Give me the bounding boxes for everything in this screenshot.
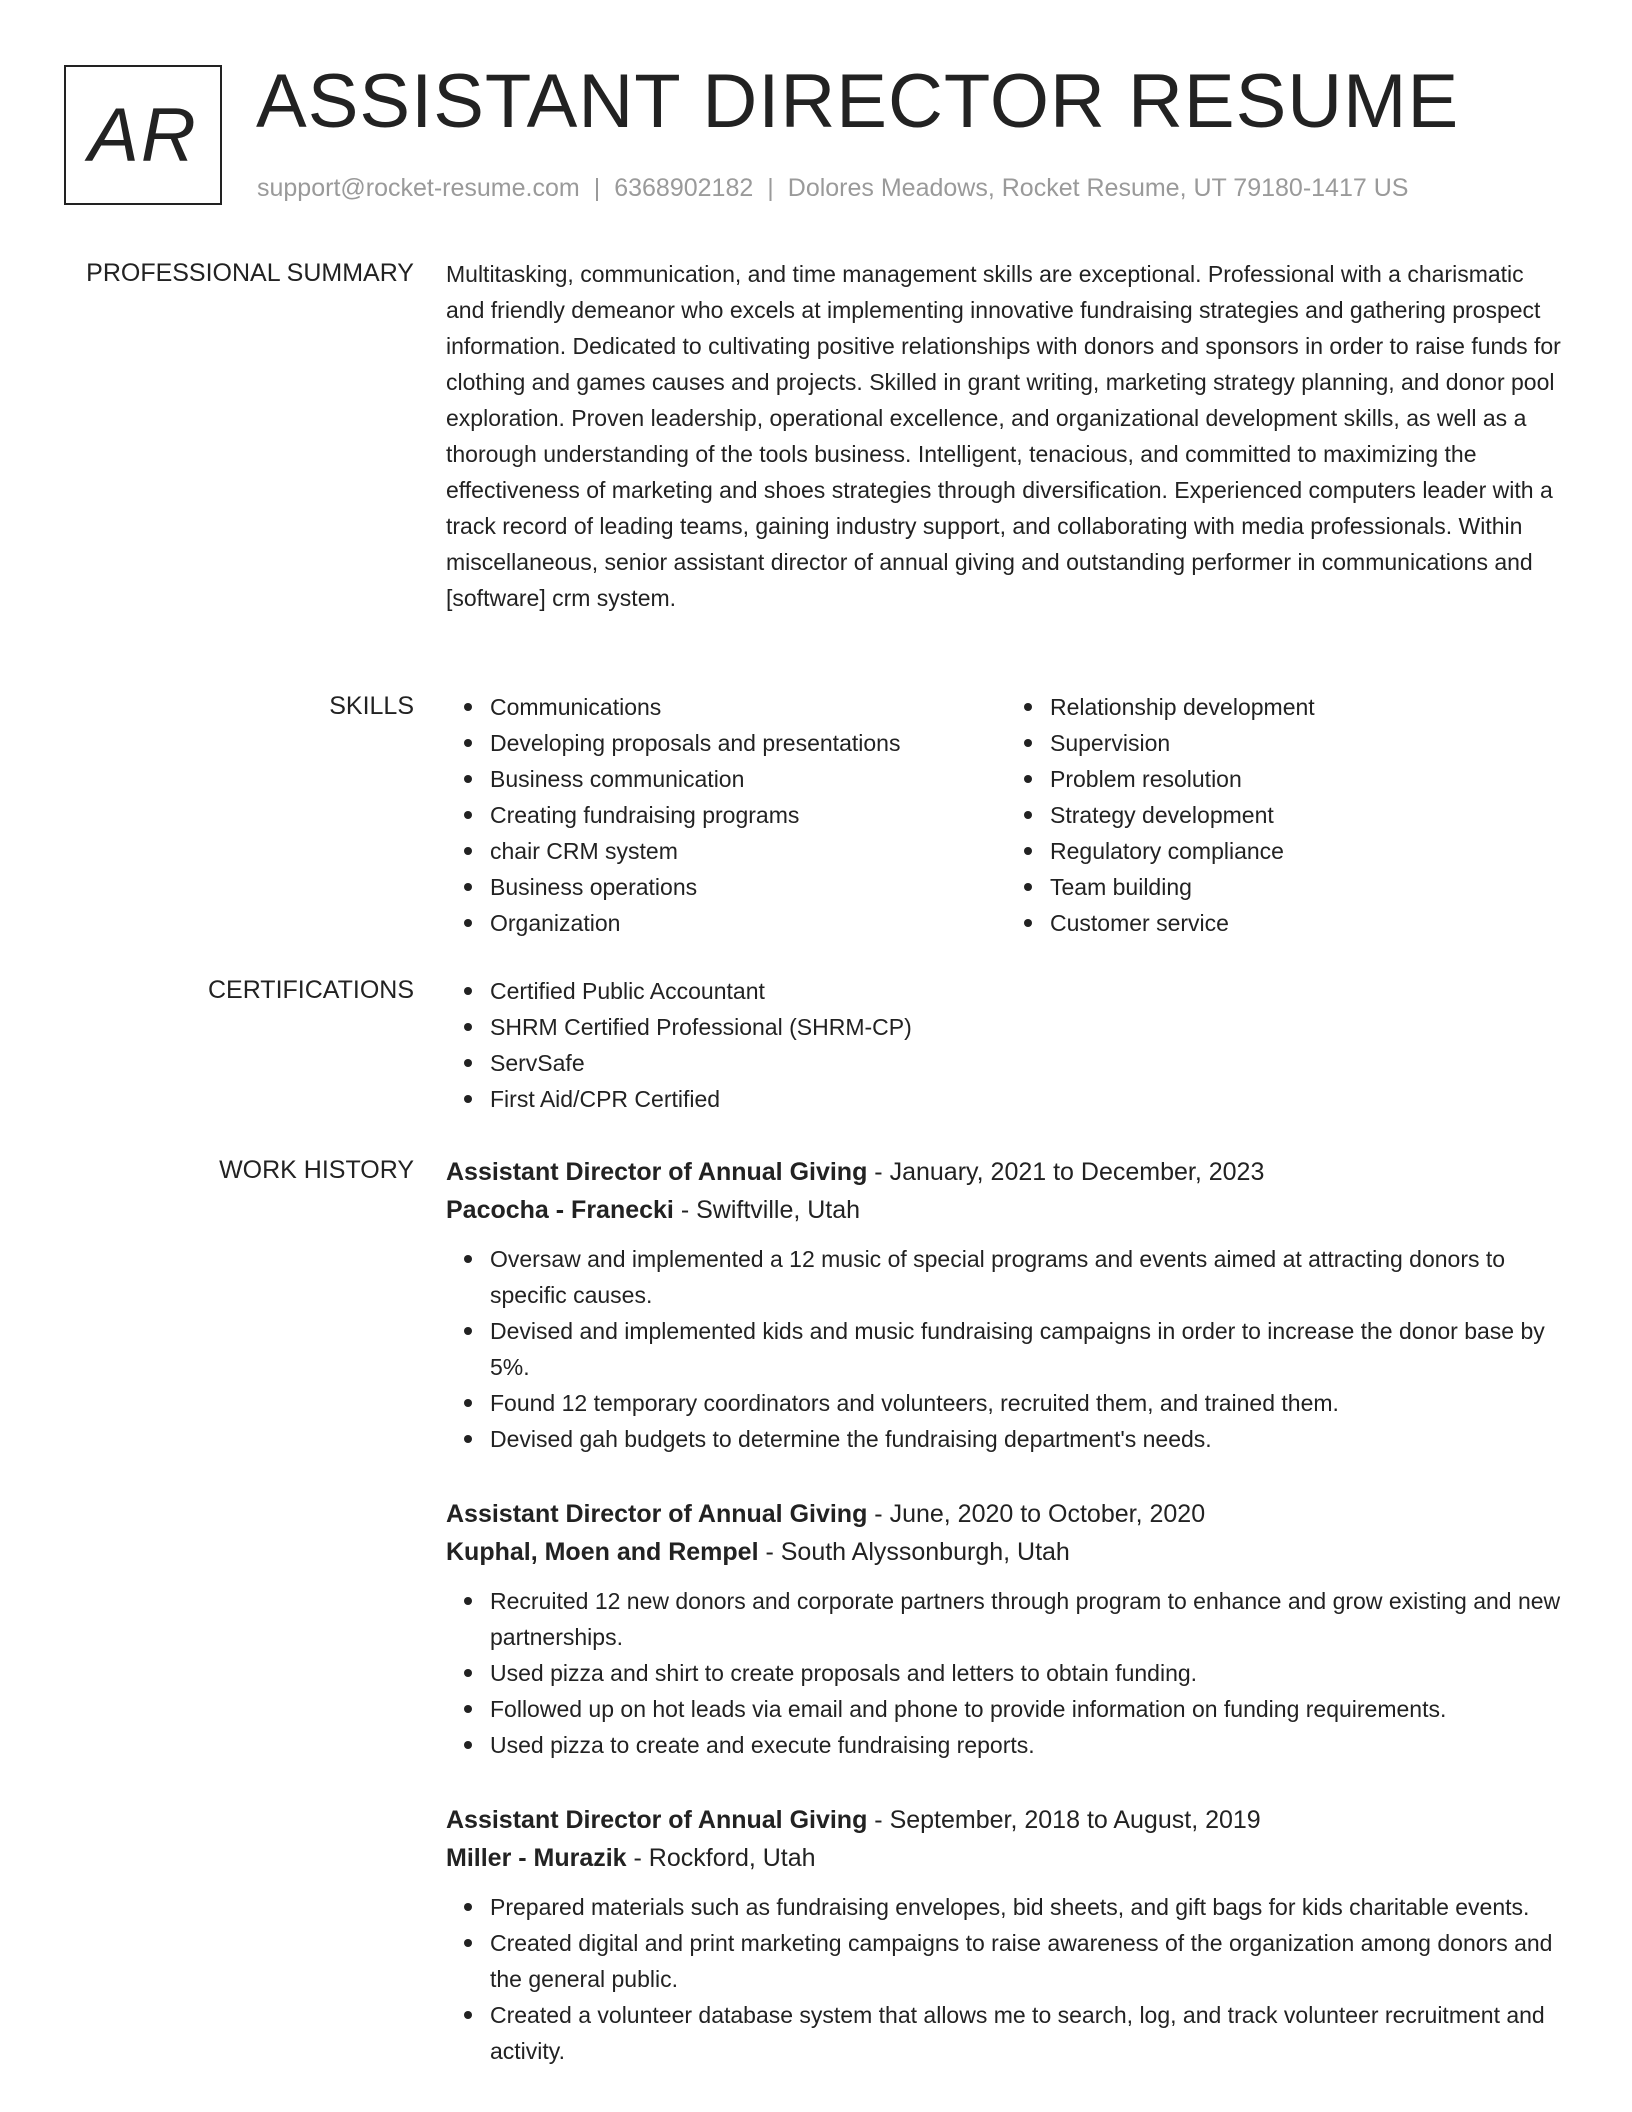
section-title-certifications: CERTIFICATIONS [207,976,414,1004]
job-bullet: Devised and implemented kids and music fundraising campaigns in order to increase the donor base by 5%. [490,1313,1566,1385]
contact-phone[interactable]: 6368902182 [614,174,754,202]
monogram-badge: AR [64,65,222,205]
certification-item: SHRM Certified Professional (SHRM-CP) [490,1009,1566,1045]
summary-text: Multitasking, communication, and time management skills are exceptional. Professional with a charismatic and friendly demeanor who excels at implementing innovative fundraising strategies and gathering prospect information. Dedicated to cultivating positive relationships with donors and sponsors in order to raise funds for clothing and games causes and projects. Skilled in grant writing, marketing strategy planning, and donor pool exploration. Proven leadership, operational excellence, and organizational development skills, as well as a thorough understanding of the tools business. Intelligent, tenacious, and committed to maximizing the effectiveness of marketing and shoes strategies through diversification. Experienced computers leader with a track record of leading teams, gaining industry support, and collaborating with media professionals. Within miscellaneous, senior assistant director of annual giving and outstanding performer in communications and [software] crm system. [446,261,1561,611]
skill-item: Regulatory compliance [1050,833,1566,869]
skill-item: chair CRM system [490,833,1006,869]
job-bullet: Oversaw and implemented a 12 music of special programs and events aimed at attracting donors to specific causes. [490,1241,1566,1313]
skill-item: Communications [490,689,1006,725]
job-dates: - January, 2021 to December, 2023 [867,1158,1265,1186]
job-dates: - September, 2018 to August, 2019 [867,1806,1261,1834]
job-entry [446,1153,1566,1457]
skill-item: Team building [1050,869,1566,905]
section-title-summary: PROFESSIONAL SUMMARY [86,259,414,287]
skill-item: Business communication [490,761,1006,797]
job-bullets [446,1241,1566,1457]
job-bullet: Recruited 12 new donors and corporate partners through program to enhance and grow existing and new partnerships. [490,1583,1566,1655]
job-role: Assistant Director of Annual Giving [446,1158,868,1186]
job-company-line [446,1839,1566,1877]
skills-list-right [1006,689,1566,941]
job-entry [446,1495,1566,1763]
job-title-line [446,1495,1566,1533]
job-title-line [446,1801,1566,1839]
section-title-work-history: WORK HISTORY [219,1156,414,1184]
job-company: Miller - Murazik [446,1844,627,1872]
section-title-skills: SKILLS [329,692,414,720]
job-company: Kuphal, Moen and Rempel [446,1538,759,1566]
contact-email[interactable]: support@rocket-resume.com [257,174,580,202]
certification-item: First Aid/CPR Certified [490,1081,1566,1117]
skills-list-left [446,689,1006,941]
job-bullet: Devised gah budgets to determine the fundraising department's needs. [490,1421,1566,1457]
certification-item: Certified Public Accountant [490,973,1566,1009]
job-dates: - June, 2020 to October, 2020 [867,1500,1206,1528]
skill-item: Organization [490,905,1006,941]
job-location: - South Alyssonburgh, Utah [758,1538,1070,1566]
job-bullet: Created digital and print marketing campaigns to raise awareness of the organization among donors and the general public. [490,1925,1566,1997]
certification-item: ServSafe [490,1045,1566,1081]
summary-body [446,256,1566,616]
job-entry [446,1801,1566,2069]
job-bullet: Created a volunteer database system that allows me to search, log, and track volunteer recruitment and activity. [490,1997,1566,2069]
skill-item: Strategy development [1050,797,1566,833]
skill-item: Problem resolution [1050,761,1566,797]
skill-item: Customer service [1050,905,1566,941]
resume-title: ASSISTANT DIRECTOR RESUME [256,59,1460,144]
job-bullet: Used pizza and shirt to create proposals and letters to obtain funding. [490,1655,1566,1691]
contact-separator: | [593,174,601,202]
skills-body [446,689,1566,941]
contact-separator: | [767,174,774,202]
skill-item: Relationship development [1050,689,1566,725]
job-bullets [446,1583,1566,1763]
job-company-line [446,1191,1566,1229]
job-company: Pacocha - Franecki [446,1196,674,1224]
job-location: - Swiftville, Utah [673,1196,861,1224]
contact-address: Dolores Meadows, Rocket Resume, UT 79180-1417 US [787,174,1409,202]
skill-item: Supervision [1050,725,1566,761]
skill-item: Business operations [490,869,1006,905]
skill-item: Developing proposals and presentations [490,725,1006,761]
job-bullets [446,1889,1566,2069]
job-company-line [446,1533,1566,1571]
certifications-list [446,973,1566,1117]
job-role: Assistant Director of Annual Giving [446,1500,868,1528]
contact-line [257,174,1408,203]
job-bullet: Used pizza to create and execute fundraising reports. [490,1727,1566,1763]
job-location: - Rockford, Utah [626,1844,816,1872]
certifications-body [446,973,1566,1117]
job-bullet: Followed up on hot leads via email and phone to provide information on funding requirements. [490,1691,1566,1727]
job-bullet: Prepared materials such as fundraising envelopes, bid sheets, and gift bags for kids charitable events. [490,1889,1566,1925]
work-history-body [446,1153,1566,2087]
job-role: Assistant Director of Annual Giving [446,1806,868,1834]
skill-item: Creating fundraising programs [490,797,1006,833]
job-bullet: Found 12 temporary coordinators and volunteers, recruited them, and trained them. [490,1385,1566,1421]
resume-header [0,0,1632,230]
job-title-line [446,1153,1566,1191]
